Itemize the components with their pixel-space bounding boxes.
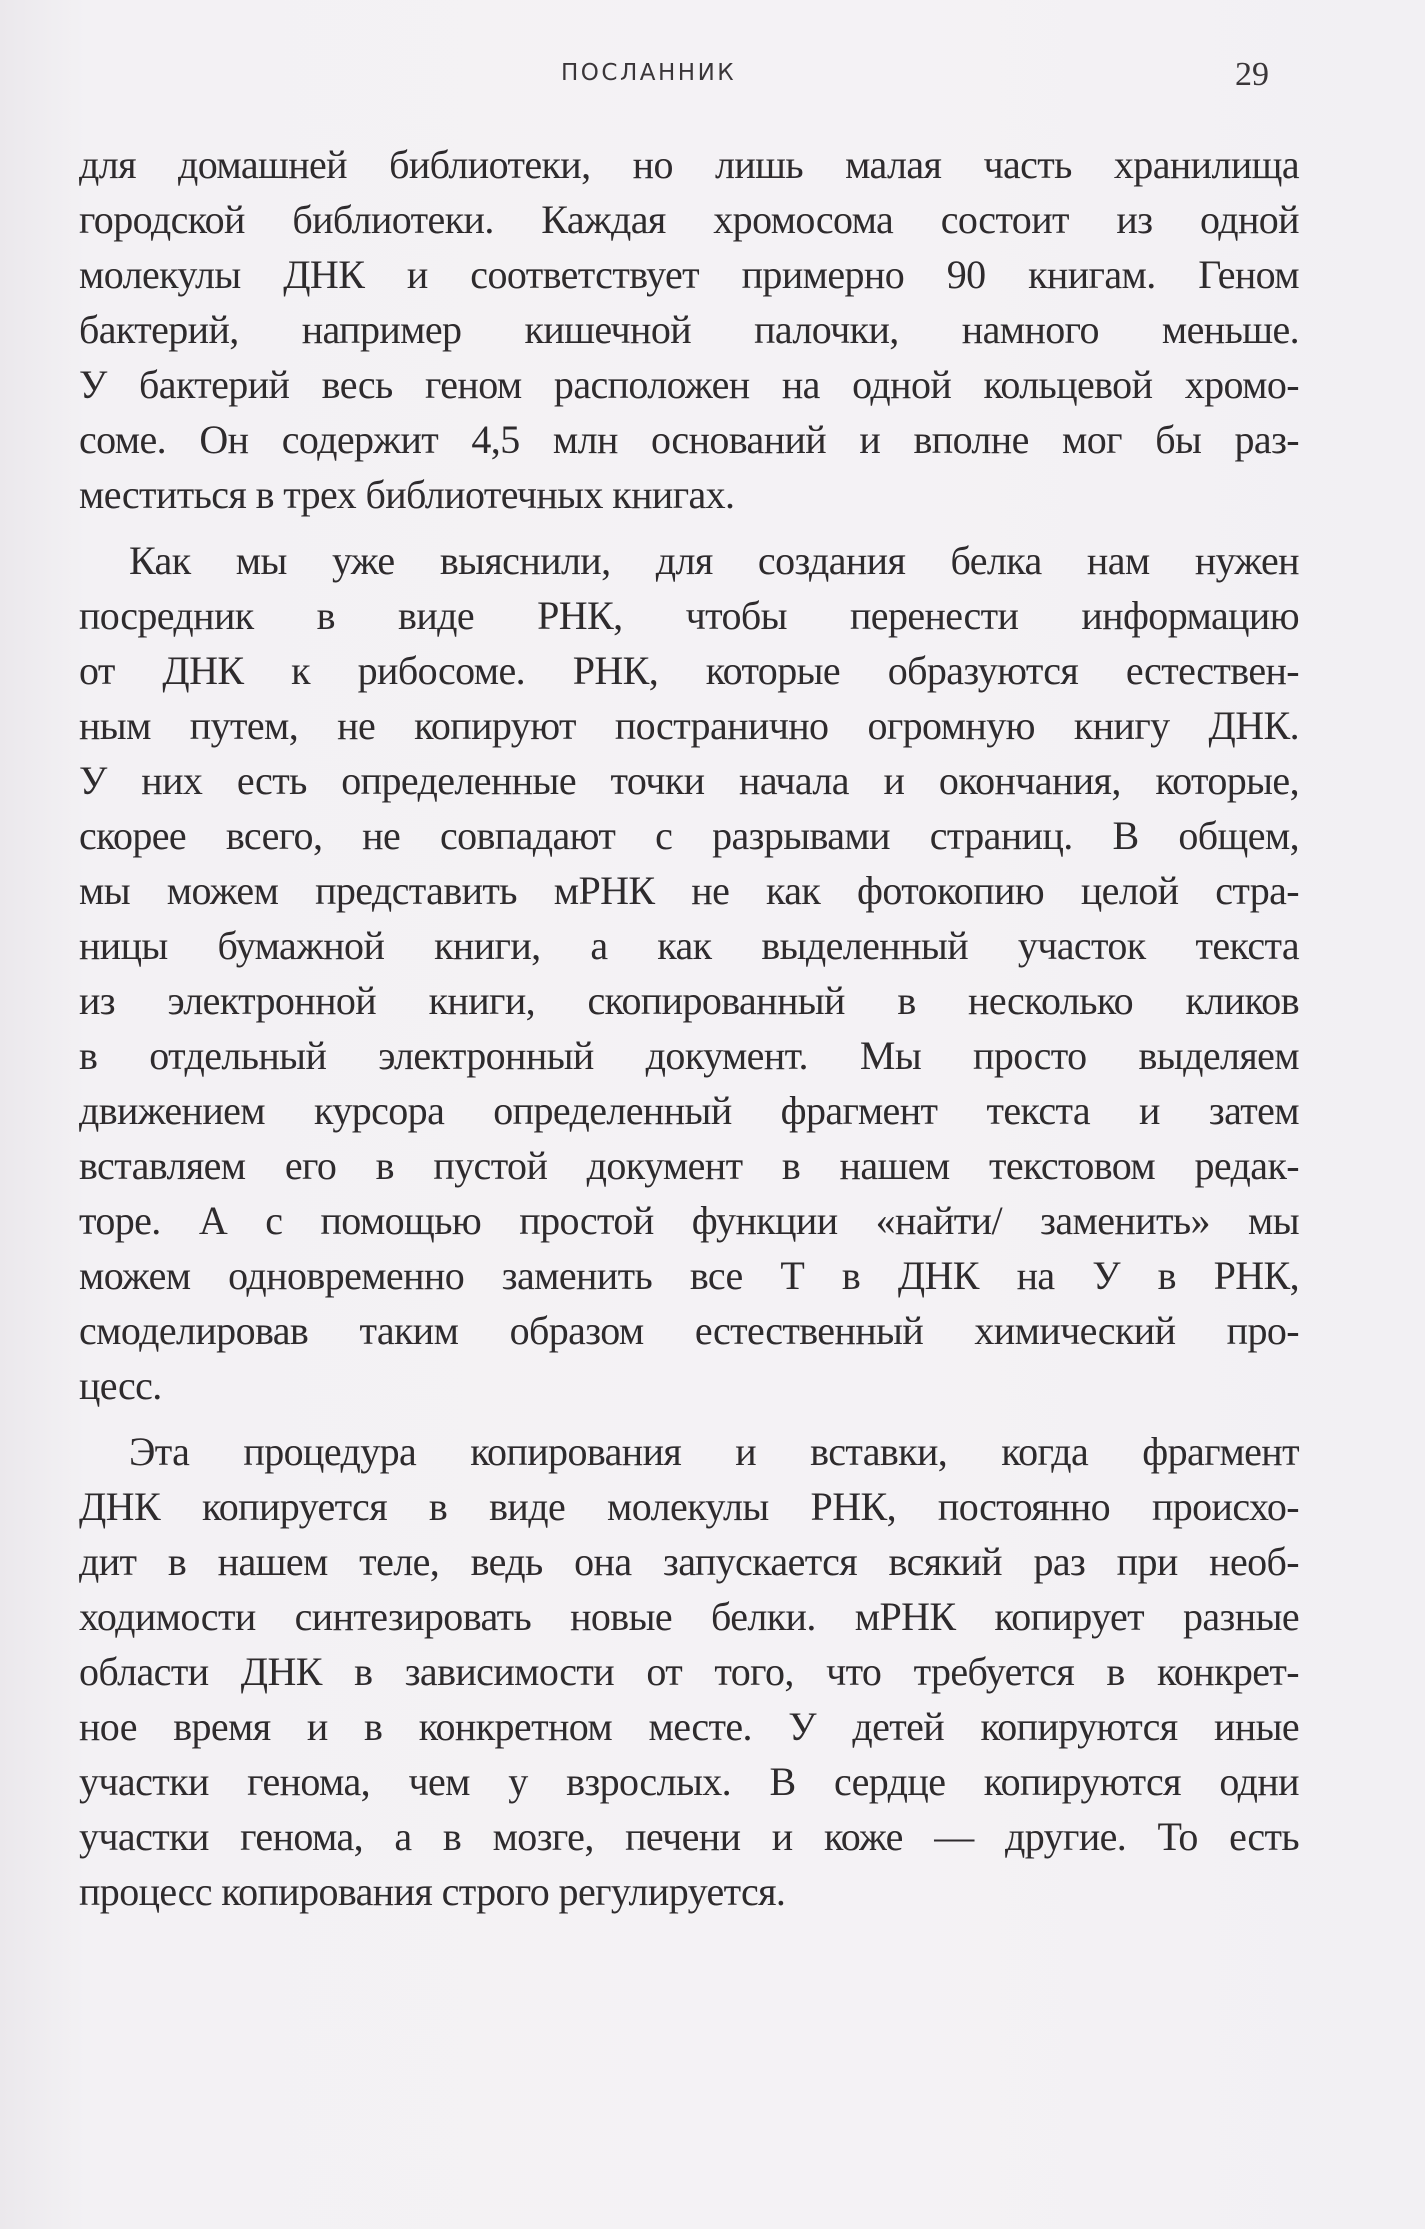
text-line: У них есть определенные точки начала и окончания, которые, xyxy=(79,758,1299,803)
text-line: посредник в виде РНК, чтобы перенести информацию xyxy=(79,593,1299,638)
text-line: движением курсора определенный фрагмент текста и затем xyxy=(79,1088,1299,1133)
text-line: У бактерий весь геном расположен на одной кольцевой хромо- xyxy=(79,362,1299,407)
paragraph-2 xyxy=(79,533,1299,1413)
running-header xyxy=(0,56,1425,100)
text-line: ное время и в конкретном месте. У детей копируются иные xyxy=(79,1704,1299,1749)
text-line: от ДНК к рибосоме. РНК, которые образуются естествен- xyxy=(79,648,1299,693)
text-line: ным путем, не копируют постранично огромную книгу ДНК. xyxy=(79,703,1299,748)
text-line: участки генома, а в мозге, печени и коже — другие. То есть xyxy=(79,1814,1299,1859)
text-line: ницы бумажной книги, а как выделенный участок текста xyxy=(79,923,1299,968)
paragraph-spacer xyxy=(79,1413,1299,1424)
page-number: 29 xyxy=(1235,56,1269,93)
text-line: ДНК копируется в виде молекулы РНК, постоянно происхо- xyxy=(79,1484,1299,1529)
text-line: из электронной книги, скопированный в несколько кликов xyxy=(79,978,1299,1023)
text-line: участки генома, чем у взрослых. В сердце копируются одни xyxy=(79,1759,1299,1804)
text-line: ходимости синтезировать новые белки. мРНК копирует разные xyxy=(79,1594,1299,1639)
text-line: для домашней библиотеки, но лишь малая часть хранилища xyxy=(79,142,1299,187)
running-title: ПОСЛАННИК xyxy=(561,60,737,86)
text-line: молекулы ДНК и соответствует примерно 90 книгам. Геном xyxy=(79,252,1299,297)
paragraph-1 xyxy=(79,137,1299,522)
text-line: процесс копирования строго регулируется. xyxy=(79,1869,786,1914)
text-line: скорее всего, не совпадают с разрывами страниц. В общем, xyxy=(79,813,1299,858)
text-line: городской библиотеки. Каждая хромосома состоит из одной xyxy=(79,197,1299,242)
text-line: меститься в трех библиотечных книгах. xyxy=(79,472,735,517)
paragraph-spacer xyxy=(79,522,1299,533)
text-line: вставляем его в пустой документ в нашем текстовом редак- xyxy=(79,1143,1299,1188)
paragraph-3 xyxy=(79,1424,1299,1919)
text-line: соме. Он содержит 4,5 млн оснований и вполне мог бы раз- xyxy=(79,417,1299,462)
text-line: торе. А с помощью простой функции «найти/ заменить» мы xyxy=(79,1198,1299,1243)
body-text xyxy=(79,137,1299,1919)
text-line: в отдельный электронный документ. Мы просто выделяем xyxy=(79,1033,1299,1078)
text-line: дит в нашем теле, ведь она запускается всякий раз при необ- xyxy=(79,1539,1299,1584)
text-line: Эта процедура копирования и вставки, когда фрагмент xyxy=(129,1429,1299,1474)
text-line: можем одновременно заменить все Т в ДНК на У в РНК, xyxy=(79,1253,1299,1298)
text-line: бактерий, например кишечной палочки, намного меньше. xyxy=(79,307,1299,352)
text-line: смоделировав таким образом естественный химический про- xyxy=(79,1308,1299,1353)
text-line: области ДНК в зависимости от того, что требуется в конкрет- xyxy=(79,1649,1299,1694)
text-line: мы можем представить мРНК не как фотокопию целой стра- xyxy=(79,868,1299,913)
text-line: Как мы уже выяснили, для создания белка нам нужен xyxy=(129,538,1299,583)
text-line: цесс. xyxy=(79,1363,162,1408)
